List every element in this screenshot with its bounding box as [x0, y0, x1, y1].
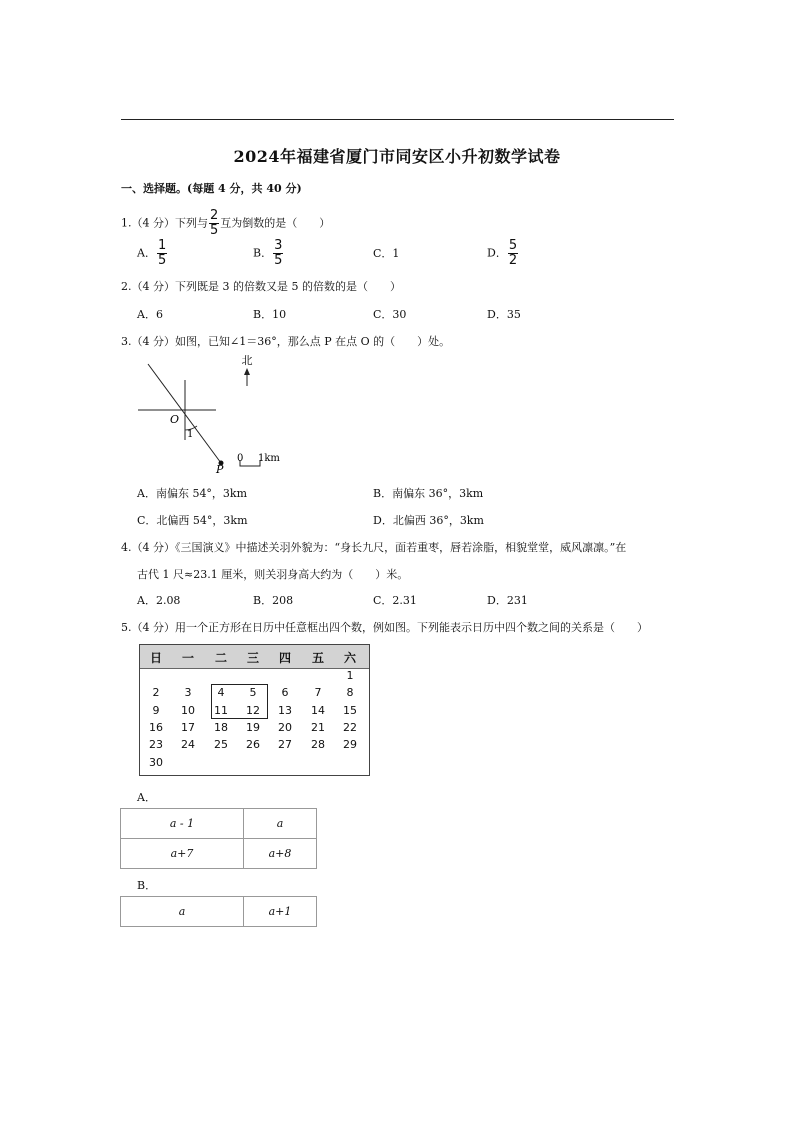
- q1-option-b[interactable]: [253, 239, 284, 268]
- q2-option-d[interactable]: D．35: [487, 308, 521, 321]
- fraction-numerator: 3: [274, 238, 283, 253]
- fraction-numerator: 5: [508, 238, 518, 253]
- q1-option-d[interactable]: [487, 239, 519, 268]
- table-cell: a+8: [244, 839, 317, 869]
- q5-option-b-label[interactable]: B．: [137, 879, 157, 892]
- angle-label: 1: [187, 429, 194, 440]
- calendar-day: 2: [152, 686, 160, 699]
- direction-line: [148, 364, 221, 463]
- q4-option-d[interactable]: D．231: [487, 594, 528, 607]
- question-5: 5.（4 分）用一个正方形在日历中任意框出四个数，例如图。下列能表示日历中四个数之间的关系是（ ）: [121, 621, 648, 634]
- calendar-day: 12: [246, 704, 260, 717]
- table-cell: a: [244, 809, 317, 839]
- fraction-denominator: 5: [210, 223, 219, 238]
- weekday-header: 六: [343, 651, 356, 665]
- header-rule: [121, 119, 674, 120]
- calendar-day: 6: [281, 686, 289, 699]
- question-1: [121, 209, 330, 238]
- calendar-day: 11: [214, 704, 228, 717]
- q2-option-b[interactable]: B．10: [253, 308, 287, 321]
- q5-option-a-table: [120, 808, 317, 869]
- weekday-header: 四: [278, 651, 291, 665]
- fraction-numerator: 2: [210, 208, 219, 223]
- question-4-line-2: 古代 1 尺≈23.1 厘米，则关羽身高大约为（ ）米。: [137, 568, 409, 581]
- q4-option-c[interactable]: C．2.31: [373, 594, 417, 607]
- question-1-prefix: 1.（4 分）下列与: [121, 216, 208, 230]
- q3-option-a[interactable]: A．南偏东 54°，3km: [137, 487, 248, 500]
- scale-label: 1km: [258, 453, 280, 464]
- q5-option-b-table: [120, 896, 317, 927]
- calendar-day: 1: [346, 669, 354, 682]
- table-cell: a: [121, 897, 244, 927]
- calendar-day: 26: [246, 738, 260, 751]
- option-label: A．: [137, 246, 156, 260]
- weekday-header: 日: [149, 651, 162, 665]
- option-fraction: [157, 239, 167, 268]
- q2-option-a[interactable]: A．6: [137, 308, 163, 321]
- calendar-day: 27: [278, 738, 292, 751]
- fraction-denominator: 2: [508, 253, 518, 268]
- option-fraction: [273, 239, 283, 268]
- weekday-header: 二: [214, 651, 227, 665]
- question-1-suffix: 互为倒数的是（ ）: [220, 216, 331, 230]
- calendar-day: 4: [217, 686, 225, 699]
- calendar-day: 10: [181, 704, 195, 717]
- question-2: 2.（4 分）下列既是 3 的倍数又是 5 的倍数的是（ ）: [121, 280, 401, 293]
- calendar-day: 30: [149, 756, 163, 769]
- calendar-header: [140, 645, 369, 669]
- scale-zero: 0: [237, 453, 244, 464]
- question-3: 3.（4 分）如图，已知∠1＝36°，那么点 P 在点 O 的（ ）处。: [121, 335, 451, 348]
- q3-option-b[interactable]: B．南偏东 36°，3km: [373, 487, 484, 500]
- p-label: P: [216, 463, 224, 476]
- q1-option-c[interactable]: C．1: [373, 247, 400, 260]
- calendar-day: 15: [343, 704, 357, 717]
- option-fraction: [508, 239, 518, 268]
- north-arrow-icon: [244, 368, 250, 375]
- q2-option-c[interactable]: C．30: [373, 308, 407, 321]
- weekday-header: 三: [246, 651, 259, 665]
- calendar-day: 9: [152, 704, 160, 717]
- q4-option-b[interactable]: B．208: [253, 594, 294, 607]
- fraction-numerator: 1: [157, 238, 167, 253]
- calendar-day: 16: [149, 721, 163, 734]
- table-cell: a+7: [121, 839, 244, 869]
- q3-option-c[interactable]: C．北偏西 54°，3km: [137, 514, 248, 527]
- calendar-day: 8: [346, 686, 354, 699]
- table-row: [121, 839, 317, 869]
- calendar-day: 24: [181, 738, 195, 751]
- q3-option-d[interactable]: D．北偏西 36°，3km: [373, 514, 484, 527]
- weekday-header: 五: [311, 651, 324, 665]
- calendar-day: 5: [249, 686, 257, 699]
- calendar-day: 17: [181, 721, 195, 734]
- origin-label: O: [170, 413, 180, 426]
- fraction-denominator: 5: [274, 253, 283, 268]
- calendar-day: 3: [184, 686, 192, 699]
- fraction-denominator: 5: [157, 253, 167, 268]
- calendar-day: 19: [246, 721, 260, 734]
- question-4-line-1: 4.（4 分）《三国演义》中描述关羽外貌为：“身长九尺，面若重枣，唇若涂脂，相貌堂堂，威风凛凛。”在: [121, 541, 627, 554]
- option-label: B．: [253, 246, 273, 260]
- calendar: [139, 644, 370, 776]
- calendar-day: 20: [278, 721, 292, 734]
- selection-square: [211, 684, 268, 719]
- calendar-day: 29: [343, 738, 357, 751]
- q1-option-a[interactable]: [137, 239, 168, 268]
- weekday-header: 一: [181, 651, 194, 665]
- calendar-day: 22: [343, 721, 357, 734]
- calendar-day: 23: [149, 738, 163, 751]
- calendar-day: 13: [278, 704, 292, 717]
- table-cell: a - 1: [121, 809, 244, 839]
- calendar-day: 25: [214, 738, 228, 751]
- north-label: 北: [241, 354, 253, 367]
- q4-option-a[interactable]: A．2.08: [137, 594, 181, 607]
- table-row: [121, 809, 317, 839]
- calendar-day: 18: [214, 721, 228, 734]
- question-1-fraction: [209, 209, 219, 238]
- calendar-day: 21: [311, 721, 325, 734]
- page-title: 2024年福建省厦门市同安区小升初数学试卷: [233, 147, 561, 166]
- calendar-day: 7: [314, 686, 322, 699]
- direction-diagram: [130, 348, 290, 478]
- section-heading: 一、选择题。(每题 4 分，共 40 分): [121, 182, 302, 195]
- calendar-day: 28: [311, 738, 325, 751]
- q5-option-a-label[interactable]: A．: [137, 791, 156, 804]
- table-row: [121, 897, 317, 927]
- table-cell: a+1: [244, 897, 317, 927]
- calendar-day: 14: [311, 704, 325, 717]
- option-label: D．: [487, 246, 507, 260]
